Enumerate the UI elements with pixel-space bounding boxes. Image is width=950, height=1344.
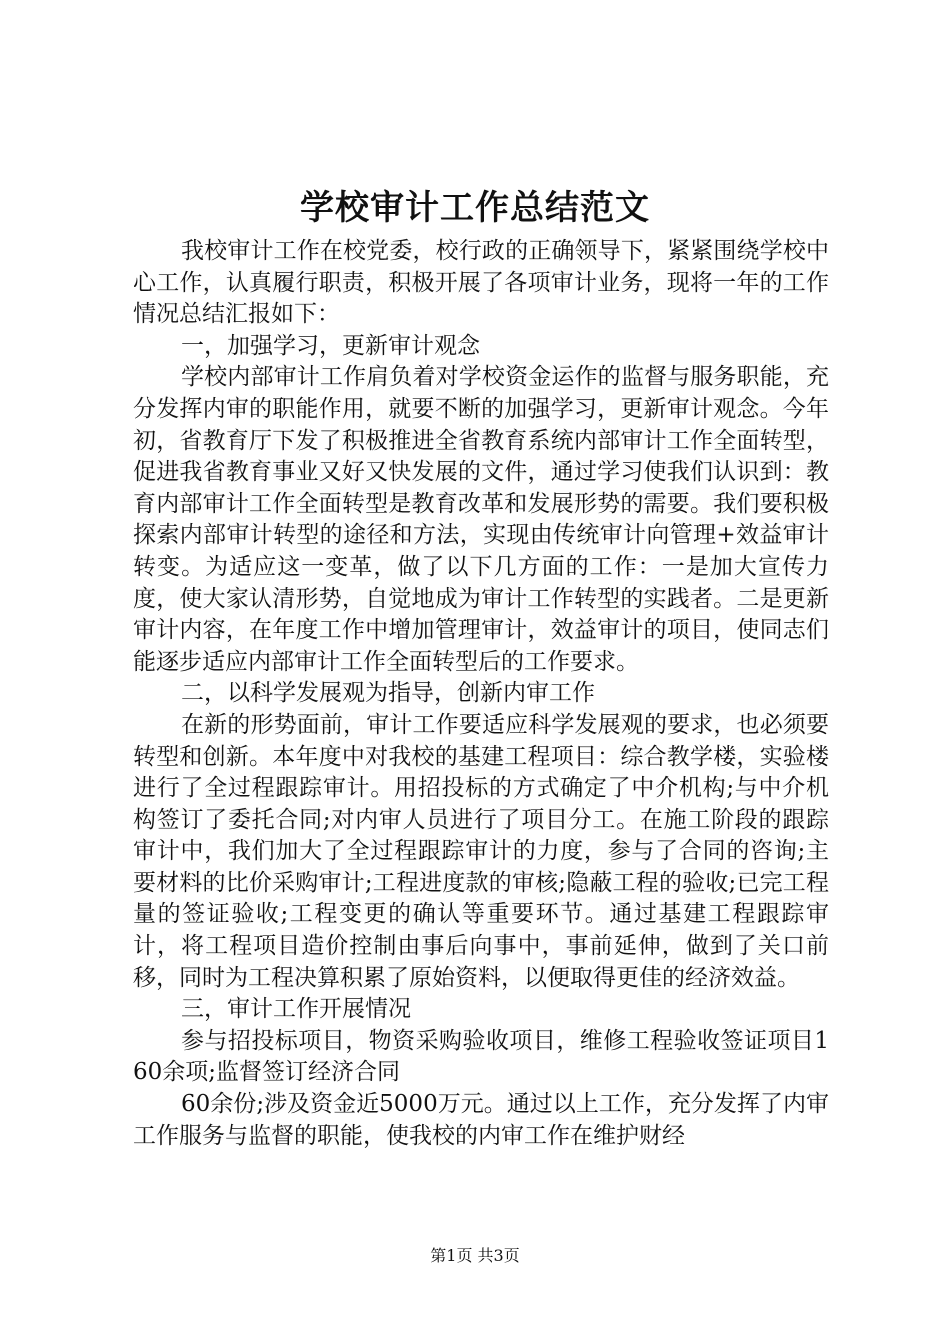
section-1-heading: 一，加强学习，更新审计观念	[181, 332, 480, 359]
document-title: 学校审计工作总结范文	[300, 188, 650, 228]
page-footer: 第1页 共3页	[430, 1246, 520, 1265]
section-2-heading: 二，以科学发展观为指导，创新内审工作	[181, 680, 595, 707]
section-1-paragraph: 学校内部审计工作肩负着对学校资金运作的监督与服务职能，充分发挥内审的职能作用，就要不断的加强学习，更新审计观念。今年初，省教育厅下发了积极推进全省教育系统内部审计工作全面转型，促进我省教育事业又好又快发展的文件，通过学习使我们认识到：教育内部审计工作全面转型是教育改革和发展形势的需要。我们要积极探索内部审计转型的途径和方法，实现由传统审计向管理+效益审计转变。为适应这一变革，做了以下几方面的工作：一是加大宣传力度，使大家认清形势，自觉地成为审计工作转型的实践者。二是更新审计内容，在年度工作中增加管理审计，效益审计的项目，使同志们能逐步适应内部审计工作全面转型后的工作要求。	[133, 364, 829, 675]
section-2-paragraph: 在新的形势面前，审计工作要适应科学发展观的要求，也必须要转型和创新。本年度中对我校的基建工程项目：综合教学楼，实验楼进行了全过程跟踪审计。用招投标的方式确定了中介机构;与中介机构签订了委托合同;对内审人员进行了项目分工。在施工阶段的跟踪审计中，我们加大了全过程跟踪审计的力度，参与了合同的咨询;主要材料的比价采购审计;工程进度款的审核;隐蔽工程的验收;已完工程量的签证验收;工程变更的确认等重要环节。通过基建工程跟踪审计，将工程项目造价控制由事后向事中，事前延伸，做到了关口前移，同时为工程决算积累了原始资料，以便取得更佳的经济效益。	[133, 711, 829, 991]
document-body	[133, 236, 829, 1152]
section-3-heading: 三，审计工作开展情况	[181, 996, 411, 1023]
intro-paragraph: 我校审计工作在校党委，校行政的正确领导下，紧紧围绕学校中心工作，认真履行职责，积极开展了各项审计业务，现将一年的工作情况总结汇报如下：	[133, 238, 829, 328]
section-3-paragraph-a: 参与招投标项目，物资采购验收项目，维修工程验收签证项目160余项;监督签订经济合同	[133, 1027, 829, 1086]
section-3-paragraph-b: 60余份;涉及资金近5000万元。通过以上工作，充分发挥了内审工作服务与监督的职能，使我校的内审工作在维护财经	[133, 1091, 829, 1149]
